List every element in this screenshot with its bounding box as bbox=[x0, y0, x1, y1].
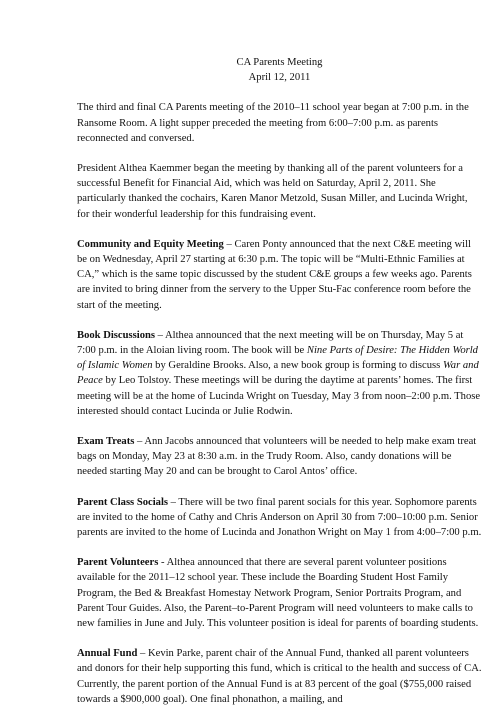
document-heading bbox=[77, 55, 482, 85]
parent-class-socials-paragraph bbox=[77, 495, 482, 541]
community-equity-text: – Caren Ponty announced that the next C&E meeting will be on Wednesday, April 27 starting at 6:30 p.m. The topic will be “Multi-Ethnic Families at CA,” which is the same topic discussed by the student C&E groups a few weeks ago. Parents are invited to bring dinner from the servery to the Upper Stu-Fac conference room before the start of the meeting. bbox=[77, 238, 472, 311]
annual-fund-paragraph bbox=[77, 646, 482, 707]
document-title: CA Parents Meeting bbox=[236, 57, 323, 68]
parent-class-socials-text: – There will be two final parent socials for this year. Sophomore parents are invited to the home of Cathy and Chris Anderson on April 30 from 7:00–10:00 p.m. Senior parents are invited to the home of Lucinda and Jonathon Wright on May 1 from 4:00–7:00 p.m. bbox=[77, 496, 482, 539]
parent-volunteers-paragraph bbox=[77, 555, 482, 631]
book-discussions-text-1: – Althea announced that the next meeting will be on Thursday, May 5 at 7:00 p.m. in the Aloian living room. The book will be bbox=[77, 329, 464, 357]
exam-treats-heading: Exam Treats bbox=[77, 436, 135, 448]
annual-fund-heading: Annual Fund bbox=[77, 648, 138, 660]
annual-fund-text: – Kevin Parke, parent chair of the Annual Fund, thanked all parent volunteers and donors for their help supporting this fund, which is critical to the health and success of CA. Currently, the parent portion of the Annual Fund is at 83 percent of the goal ($755,000 raised towards a $900,000 goal). One final phonathon, a mailing, and bbox=[77, 648, 482, 705]
book-discussions-text-3: by Leo Tolstoy. These meetings will be during the daytime at parents’ homes. The first meeting will be at the home of Lucinda Wright on Tuesday, May 3 from noon–2:00 p.m. Those interested should contact Lucinda or Julie Rodwin. bbox=[77, 375, 481, 417]
parent-class-socials-heading: Parent Class Socials bbox=[77, 496, 169, 508]
community-equity-paragraph bbox=[77, 237, 482, 313]
document-date: April 12, 2011 bbox=[248, 72, 311, 84]
exam-treats-paragraph bbox=[77, 434, 482, 480]
parent-volunteers-heading: Parent Volunteers bbox=[77, 557, 159, 569]
president-paragraph: President Althea Kaemmer began the meeting by thanking all of the parent volunteers for a successful Benefit for Financial Aid, which was held on Saturday, April 2, 2011. She particularly thanked the cochairs, Karen Manor Metzold, Susan Miller, and Lucinda Wright, for their wonderful leadership for this fundraising event. bbox=[77, 162, 468, 220]
book-title-nine-parts: Nine Parts of Desire: The Hidden World of Islamic Women bbox=[77, 345, 478, 372]
community-equity-heading: Community and Equity Meeting bbox=[77, 238, 224, 250]
exam-treats-text: – Ann Jacobs announced that volunteers will be needed to help make exam treat bags on Monday, May 23 at 8:30 a.m. in the Trudy Room. Also, candy donations will be needed starting May 20 and can be brought to Carol Antos’ office. bbox=[77, 436, 477, 478]
book-title-war-and-peace: War and Peace bbox=[77, 360, 479, 387]
document-body bbox=[77, 55, 482, 722]
book-discussions-text-2: by Geraldine Brooks. Also, a new book group is forming to discuss bbox=[152, 360, 443, 372]
book-discussions-paragraph bbox=[77, 328, 482, 419]
intro-paragraph: The third and final CA Parents meeting of the 2010–11 school year began at 7:00 p.m. in the Ransome Room. A light supper preceded the meeting from 6:00–7:00 p.m. as parents reconnected and conversed. bbox=[77, 102, 469, 144]
parent-volunteers-text: - Althea announced that there are several parent volunteer positions available for the 2011–12 school year. These include the Boarding Student Host Family Program, the Bed & Breakfast Homestay Network Program, Senior Portraits Program, and Parent Tour Guides. Also, the Parent–to-Parent Program will need volunteers to make calls to new families in June and July. This volunteer position is ideal for parents of boarding students. bbox=[77, 557, 479, 630]
book-discussions-heading: Book Discussions bbox=[77, 329, 156, 341]
